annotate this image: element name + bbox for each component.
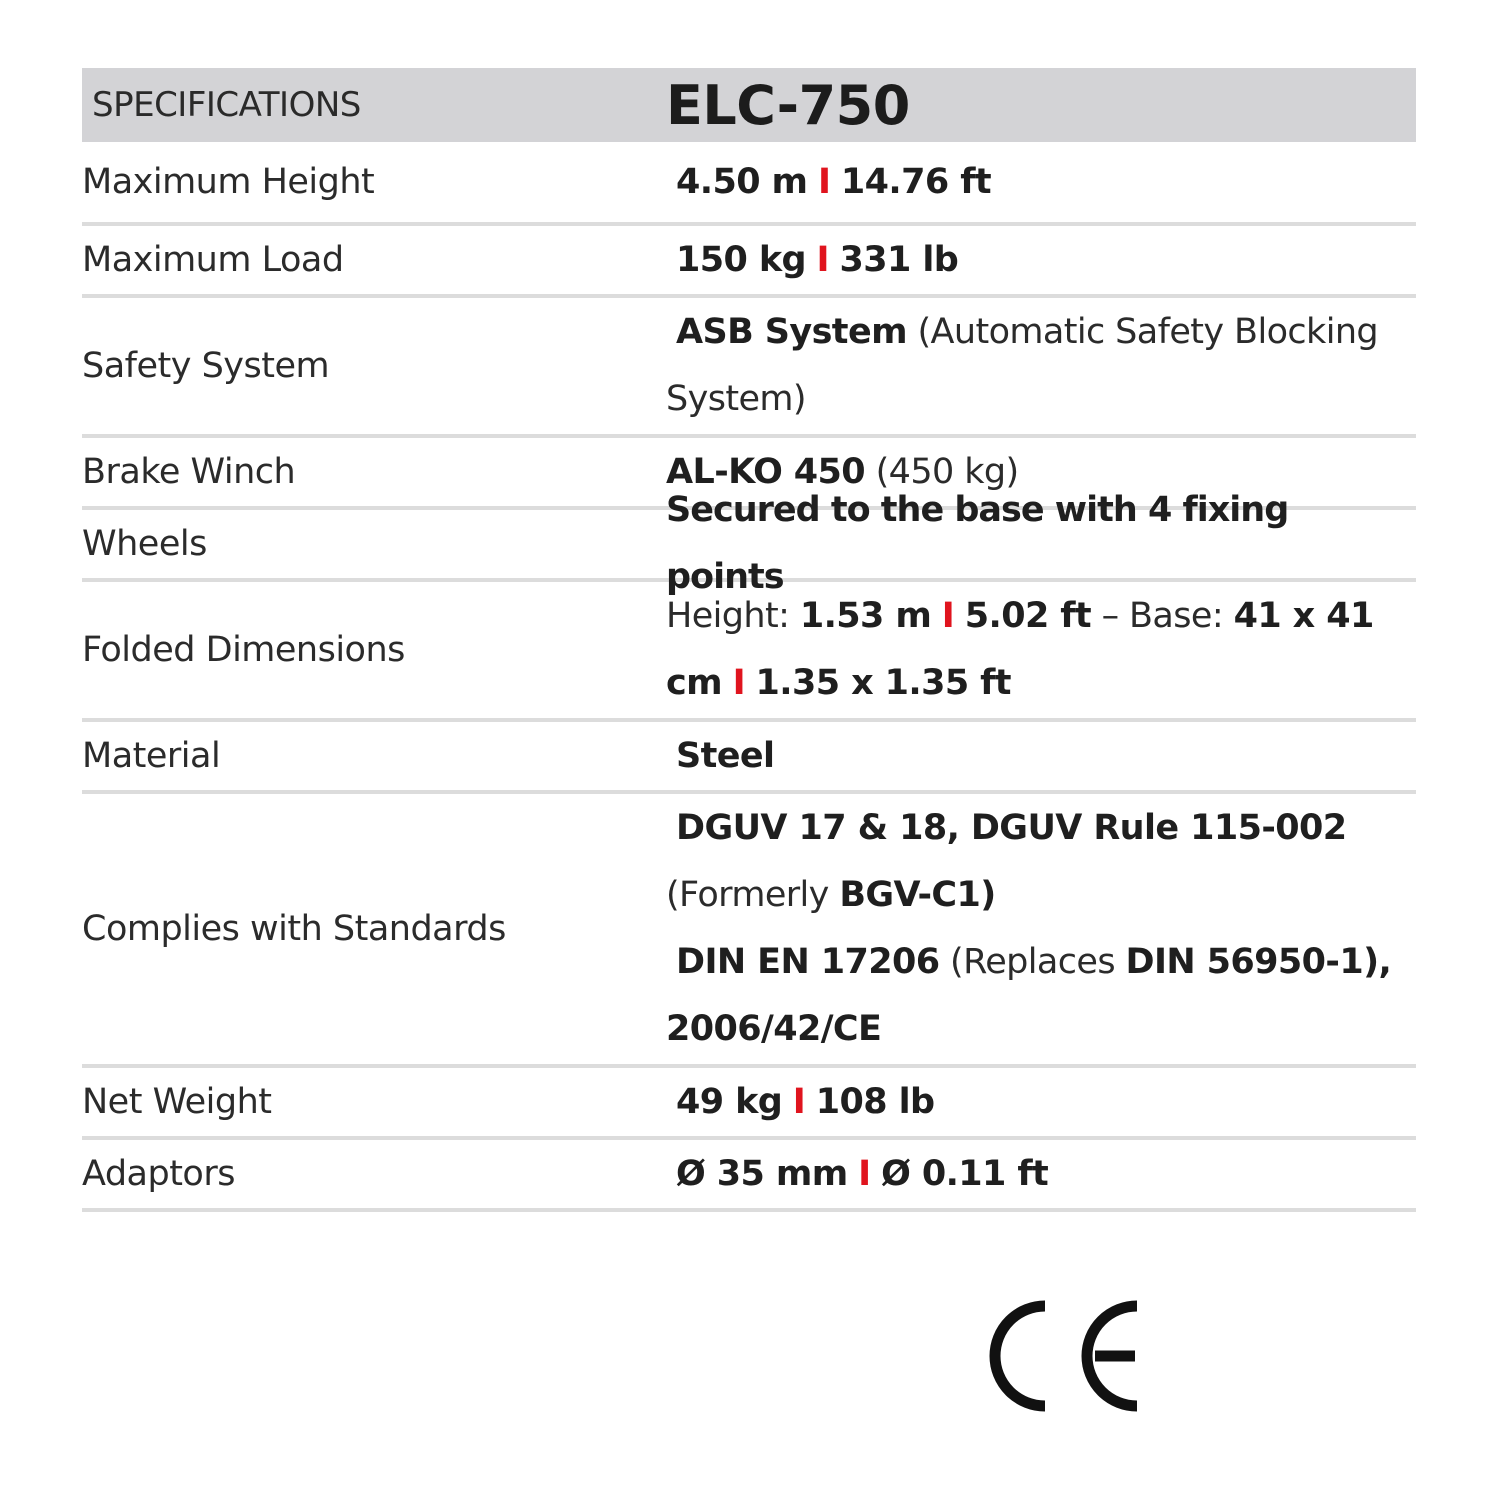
- spec-value: 4.50 m I 14.76 ft: [676, 161, 991, 202]
- spec-label: Adaptors: [82, 1154, 235, 1194]
- row-net-weight: [82, 1068, 1416, 1140]
- unit-separator: I: [817, 161, 831, 202]
- table-header: [82, 68, 1416, 142]
- spec-label: Maximum Load: [82, 240, 344, 280]
- spec-label: Safety System: [82, 346, 330, 386]
- spec-label: Complies with Standards: [82, 909, 506, 949]
- unit-separator: I: [732, 663, 745, 703]
- specifications-table: [82, 68, 1416, 1212]
- spec-label: Wheels: [82, 524, 207, 564]
- spec-value: 49 kg I 108 lb: [676, 1081, 935, 1122]
- spec-value: ASB System (Automatic Safety Blocking System): [666, 312, 1379, 419]
- spec-label: Material: [82, 736, 221, 776]
- unit-separator: I: [941, 596, 955, 636]
- unit-separator: I: [858, 1153, 871, 1194]
- spec-value: 150 kg I 331 lb: [676, 239, 959, 280]
- spec-label: Maximum Height: [82, 162, 375, 202]
- model-name: ELC-750: [666, 73, 910, 137]
- spec-value: AL-KO 450 (450 kg): [666, 451, 1019, 492]
- spec-label: Net Weight: [82, 1082, 272, 1122]
- row-standards: [82, 794, 1416, 1068]
- spec-value: Secured to the base with 4 fixing points: [666, 490, 1289, 597]
- unit-separator: I: [792, 1081, 806, 1122]
- row-adaptors: [82, 1140, 1416, 1212]
- unit-separator: I: [816, 239, 829, 280]
- spec-value: Height: 1.53 m I 5.02 ft – Base: 41 x 41 cm I 1.35 x 1.35 ft: [666, 596, 1374, 703]
- header-label: SPECIFICATIONS: [92, 85, 361, 125]
- row-maximum-load: [82, 226, 1416, 298]
- row-safety-system: [82, 298, 1416, 438]
- row-maximum-height: [82, 142, 1416, 226]
- row-folded-dimensions: [82, 582, 1416, 722]
- ce-mark-icon: [985, 1296, 1145, 1416]
- spec-label: Folded Dimensions: [82, 630, 405, 670]
- row-material: [82, 722, 1416, 794]
- spec-value: Ø 35 mm I Ø 0.11 ft: [676, 1153, 1049, 1194]
- spec-value: DGUV 17 & 18, DGUV Rule 115-002 (Formerly BGV-C1) DIN EN 17206 (Replaces DIN 56950-1), 2006/42/CE: [666, 808, 1392, 1049]
- spec-label: Brake Winch: [82, 452, 296, 492]
- spec-value: Steel: [676, 735, 775, 776]
- row-wheels: [82, 490, 1416, 597]
